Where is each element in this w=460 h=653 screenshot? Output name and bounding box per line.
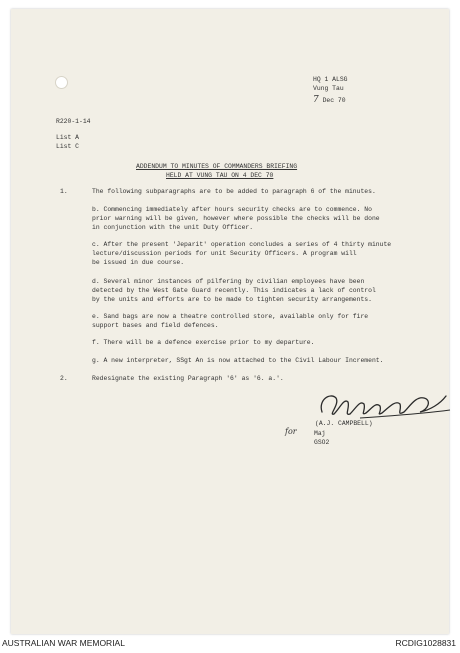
- signatory-appointment: GSO2: [314, 439, 330, 446]
- subparagraph-c-line-2: lecture/discussion periods for unit Security Officers. A program will: [92, 250, 357, 257]
- subparagraph-e-line-1: e. Sand bags are now a theatre controlled store, available only for fire: [92, 313, 369, 320]
- header-date-rest: Dec 70: [322, 97, 346, 104]
- subparagraph-d-line-1: d. Several minor instances of pilfering by civilian employees have been: [92, 278, 365, 285]
- paragraph-1-number: 1.: [60, 188, 68, 195]
- signatory-rank: Maj: [314, 430, 326, 437]
- distribution-list-a: List A: [56, 134, 80, 141]
- subparagraph-g-text: g. A new interpreter, SSgt An is now attached to the Civil Labour Increment.: [92, 357, 384, 364]
- paragraph-1-text: The following subparagraphs are to be added to paragraph 6 of the minutes.: [92, 188, 376, 195]
- document-title-line-1: ADDENDUM TO MINUTES OF COMMANDERS BRIEFING: [136, 163, 298, 170]
- distribution-list-c: List C: [56, 143, 80, 150]
- file-reference: R220-1-14: [56, 118, 91, 125]
- header-date-day: 7: [313, 95, 319, 105]
- subparagraph-d-line-2: detected by the West Gate Guard recently. This indicates a lack of control: [92, 287, 376, 294]
- header-place: Vung Tau: [313, 85, 344, 92]
- subparagraph-f-text: f. There will be a defence exercise prior to my departure.: [92, 339, 315, 346]
- subparagraph-c-line-1: c. After the present 'Jeparit' operation concludes a series of 4 thirty minute: [92, 241, 392, 248]
- footer-record-id: RCDIG1028831: [395, 638, 456, 648]
- subparagraph-c-line-3: be issued in due course.: [92, 259, 185, 266]
- signature-for: for: [285, 427, 297, 436]
- punch-hole: [55, 76, 68, 89]
- subparagraph-d-line-3: by the units and efforts are to be made to tighten security arrangements.: [92, 296, 372, 303]
- subparagraph-b-line-2: prior warning will be given, however where possible the checks will be done: [92, 215, 380, 222]
- signatory-name: (A.J. CAMPBELL): [315, 420, 373, 427]
- header-unit: HQ 1 ALSG: [313, 76, 348, 83]
- document-title-line-2: HELD AT VUNG TAU ON 4 DEC 70: [166, 172, 274, 179]
- subparagraph-b-line-1: b. Commencing immediately after hours security checks are to commence. No: [92, 206, 372, 213]
- subparagraph-e-line-2: support bases and field defences.: [92, 322, 219, 329]
- subparagraph-b-line-3: in conjunction with the unit Duty Officer.: [92, 224, 254, 231]
- paragraph-2-text: Redesignate the existing Paragraph '6' as '6. a.'.: [92, 375, 284, 382]
- header-date: [313, 96, 346, 106]
- paragraph-2-number: 2.: [60, 375, 68, 382]
- footer-archive-name: AUSTRALIAN WAR MEMORIAL: [2, 638, 125, 648]
